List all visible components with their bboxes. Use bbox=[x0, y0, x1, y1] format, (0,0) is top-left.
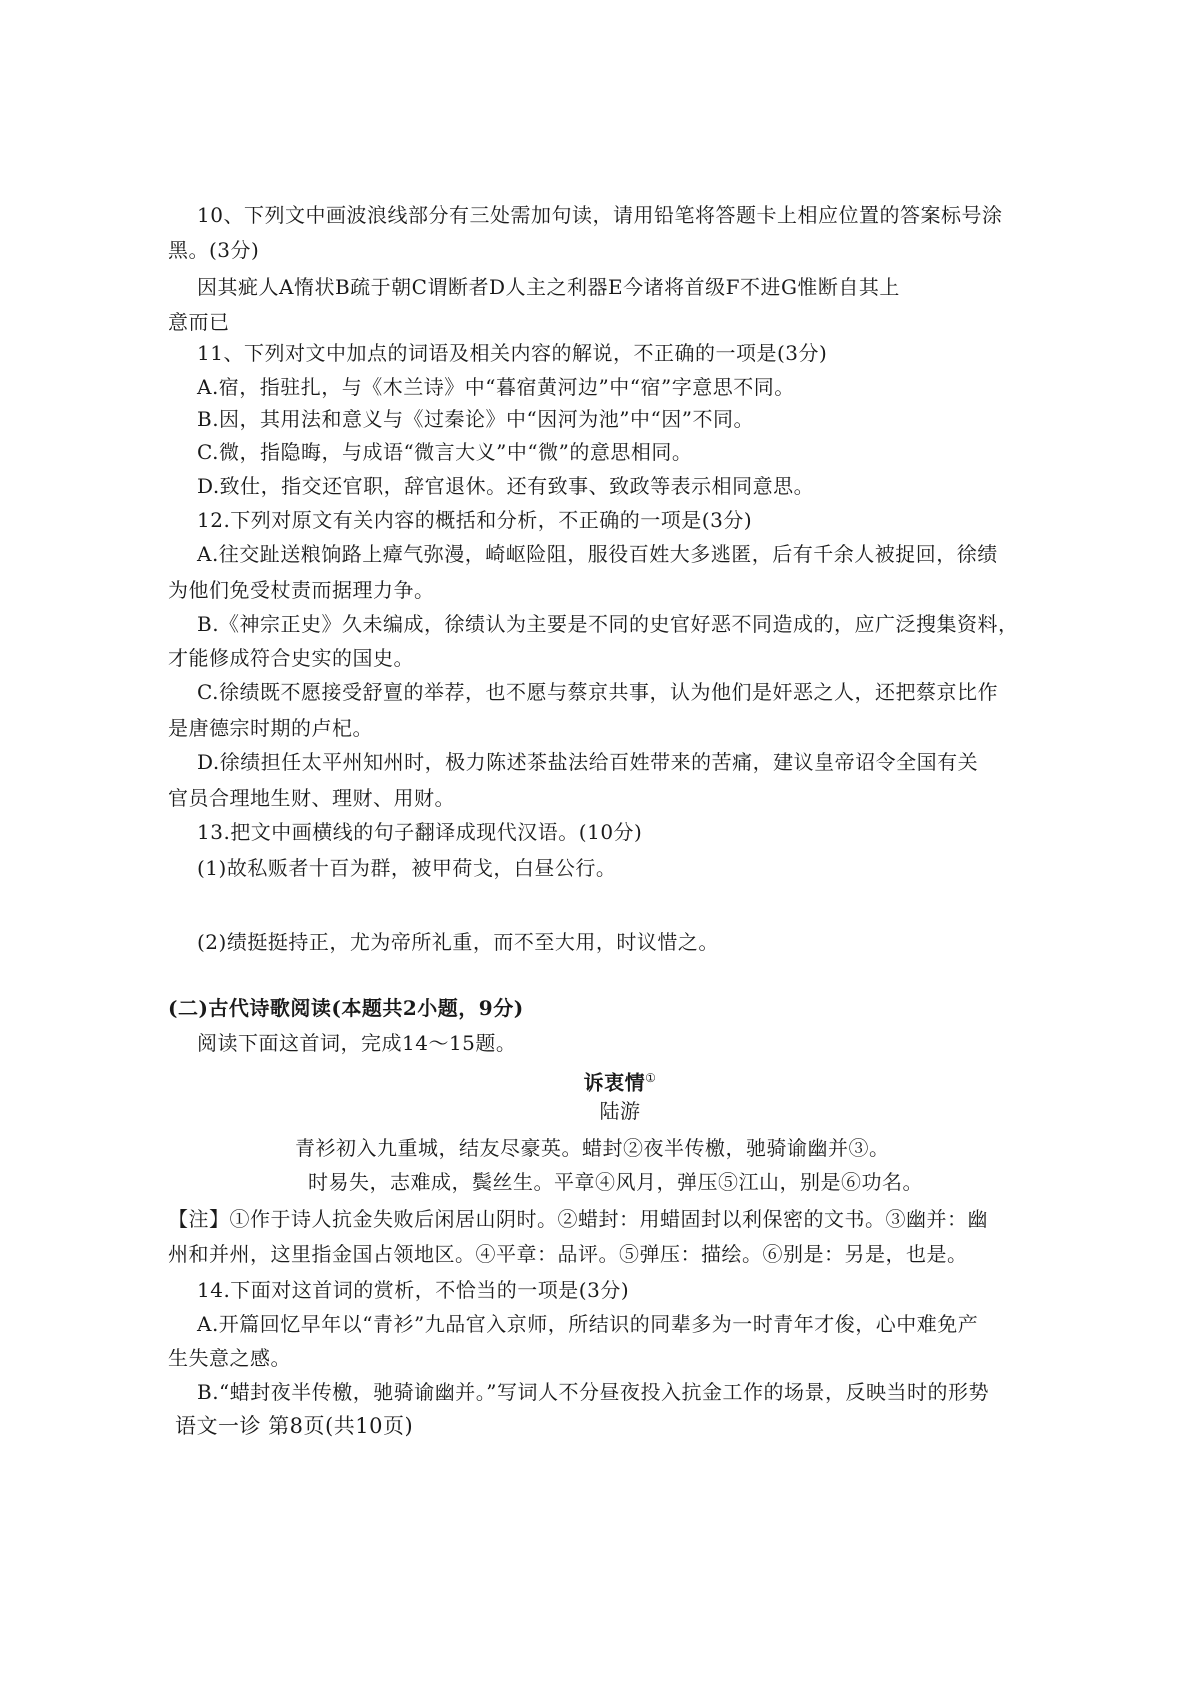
q12-option-c-line2: 是唐德宗时期的卢杞。 bbox=[168, 716, 373, 740]
section-2-heading: (二)古代诗歌阅读(本题共2小题，9分) bbox=[168, 996, 524, 1020]
q11-option-a: A.宿，指驻扎，与《木兰诗》中“暮宿黄河边”中“宿”字意思不同。 bbox=[197, 375, 795, 399]
q13-sentence-2: (2)绩挺挺持正，尤为帝所礼重，而不至大用，时议惜之。 bbox=[197, 930, 719, 954]
q14-stem: 14.下面对这首词的赏析，不恰当的一项是(3分) bbox=[197, 1278, 630, 1302]
section-2-instruction: 阅读下面这首词，完成14～15题。 bbox=[197, 1031, 517, 1055]
q12-option-a-line2: 为他们免受杖责而据理力争。 bbox=[168, 578, 435, 602]
q12-option-c-line1: C.徐绩既不愿接受舒亶的举荐，也不愿与蔡京共事，认为他们是奸恶之人，还把蔡京比作 bbox=[197, 680, 998, 704]
q12-option-b-line1: B.《神宗正史》久未编成，徐绩认为主要是不同的史官好恶不同造成的，应广泛搜集资料， bbox=[197, 612, 1019, 636]
poem-title-text: 诉衷情 bbox=[583, 1070, 646, 1095]
poem-author: 陆游 bbox=[599, 1099, 641, 1123]
q12-option-b-line2: 才能修成符合史实的国史。 bbox=[168, 646, 414, 670]
q12-stem: 12.下列对原文有关内容的概括和分析，不正确的一项是(3分) bbox=[197, 508, 753, 532]
q11-option-d: D.致仕，指交还官职，辞官退休。还有致事、致政等表示相同意思。 bbox=[197, 474, 815, 498]
q12-option-d-line1: D.徐绩担任太平州知州时，极力陈述茶盐法给百姓带来的苦痛，建议皇帝诏令全国有关 bbox=[197, 750, 979, 774]
q10-stem-line2: 黑。(3分) bbox=[168, 238, 260, 262]
notes-line-2: 州和并州，这里指金国占领地区。④平章：品评。⑤弹压：描绘。⑥别是：另是，也是。 bbox=[168, 1242, 968, 1266]
q13-stem: 13.把文中画横线的句子翻译成现代汉语。(10分) bbox=[197, 820, 643, 844]
q10-passage-line2: 意而已 bbox=[168, 310, 230, 334]
q14-option-a-line1: A.开篇回忆早年以“青衫”九品官入京师，所结识的同辈多为一时青年才俊，心中难免产 bbox=[197, 1312, 979, 1336]
q14-option-a-line2: 生失意之感。 bbox=[168, 1346, 291, 1370]
q12-option-a-line1: A.往交趾送粮饷路上瘴气弥漫，崎岖险阻，服役百姓大多逃匿，后有千余人被捉回，徐绩 bbox=[197, 542, 998, 566]
q12-option-d-line2: 官员合理地生财、理财、用财。 bbox=[168, 786, 455, 810]
q10-stem-line1: 10、下列文中画波浪线部分有三处需加句读，请用铅笔将答题卡上相应位置的答案标号涂 bbox=[197, 203, 1003, 227]
q11-option-b: B.因，其用法和意义与《过秦论》中“因河为池”中“因”不同。 bbox=[197, 407, 754, 431]
q13-sentence-1: (1)故私贩者十百为群，被甲荷戈，白昼公行。 bbox=[197, 856, 617, 880]
poem-line-1: 青衫初入九重城，结友尽豪英。蜡封②夜半传檄，驰骑谕幽并③。 bbox=[295, 1136, 890, 1160]
poem-line-2: 时易失，志难成，鬓丝生。平章④风月，弹压⑤江山，别是⑥功名。 bbox=[308, 1170, 923, 1194]
page-footer: 语文一诊 第8页(共10页) bbox=[175, 1414, 414, 1438]
q11-stem: 11、下列对文中加点的词语及相关内容的解说，不正确的一项是(3分) bbox=[197, 341, 828, 365]
q11-option-c: C.微，指隐晦，与成语“微言大义”中“微”的意思相同。 bbox=[197, 440, 693, 464]
notes-line-1: 【注】①作于诗人抗金失败后闲居山阴时。②蜡封：用蜡固封以利保密的文书。③幽并：幽 bbox=[168, 1207, 988, 1231]
q10-passage-line1: 因其疵人A惰状B疏于朝C谓断者D人主之利器E今诸将首级F不进G惟断自其上 bbox=[197, 275, 900, 299]
poem-title bbox=[0, 1066, 1200, 1095]
q14-option-b-line1: B.“蜡封夜半传檄，驰骑谕幽并。”写词人不分昼夜投入抗金工作的场景，反映当时的形势 bbox=[197, 1380, 990, 1404]
poem-title-note: ① bbox=[645, 1071, 657, 1085]
